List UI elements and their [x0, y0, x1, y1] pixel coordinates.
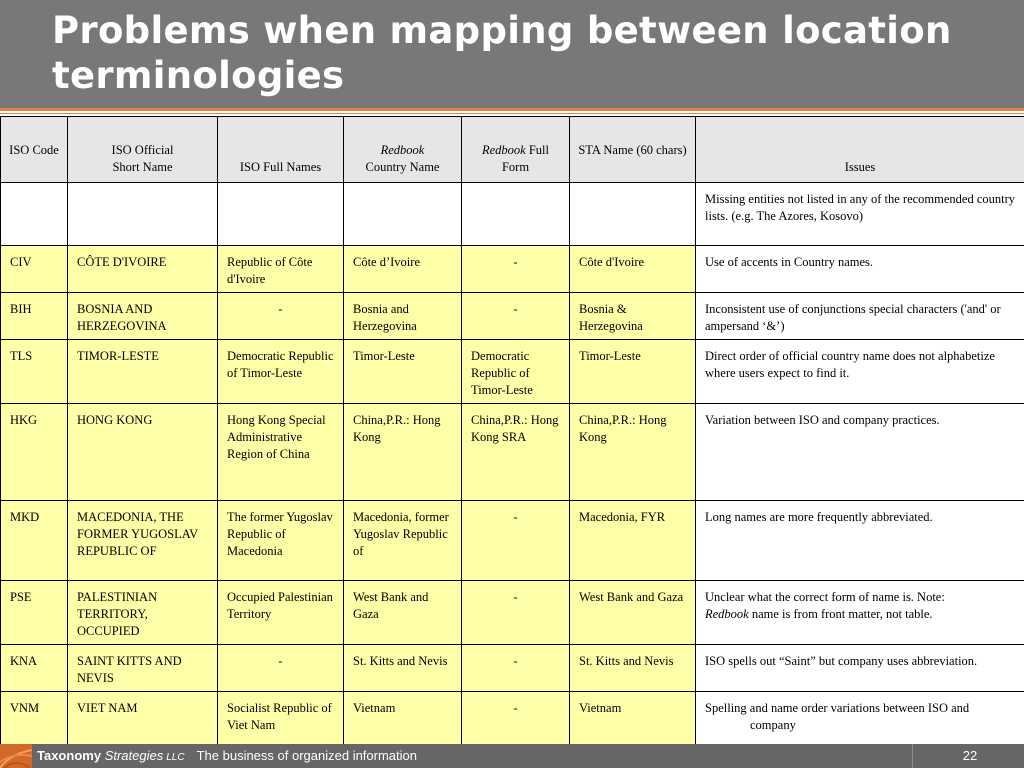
- cell-redbook-name: St. Kitts and Nevis: [344, 645, 462, 692]
- cell-issue: Variation between ISO and company practices.: [696, 404, 1024, 501]
- cell-issue: ISO spells out “Saint” but company uses abbreviation.: [696, 645, 1024, 692]
- table-row: [1, 183, 1024, 246]
- page-number: 22: [962, 748, 978, 763]
- table-row: [1, 404, 1024, 501]
- page-title: Problems when mapping between location terminologies: [52, 9, 952, 97]
- header-iso-full-names: ISO Full Names: [218, 117, 344, 183]
- header-issues: Issues: [696, 117, 1024, 183]
- cell-code: BIH: [1, 293, 68, 340]
- header-iso-short-name: ISO Official Short Name: [68, 117, 218, 183]
- cell-redbook-full: [462, 183, 570, 246]
- cell-code: CIV: [1, 246, 68, 293]
- table-row: [1, 581, 1024, 645]
- cell-redbook-full: -: [462, 293, 570, 340]
- table-row: [1, 340, 1024, 404]
- table-row: [1, 293, 1024, 340]
- cell-sta-name: Macedonia, FYR: [570, 501, 696, 581]
- cell-code: HKG: [1, 404, 68, 501]
- cell-short-name: [68, 183, 218, 246]
- cell-short-name: MACEDONIA, THE FORMER YUGOSLAV REPUBLIC OF: [68, 501, 218, 581]
- cell-full-name: Democratic Republic of Timor-Leste: [218, 340, 344, 404]
- footer-divider: [912, 744, 913, 768]
- cell-sta-name: [570, 183, 696, 246]
- cell-redbook-full: Democratic Republic of Timor-Leste: [462, 340, 570, 404]
- table-header-row: [1, 117, 1024, 183]
- cell-redbook-name: [344, 183, 462, 246]
- cell-code: [1, 183, 68, 246]
- cell-short-name: SAINT KITTS AND NEVIS: [68, 645, 218, 692]
- cell-short-name: BOSNIA AND HERZEGOVINA: [68, 293, 218, 340]
- cell-full-name: Republic of Côte d'Ivoire: [218, 246, 344, 293]
- cell-sta-name: Bosnia & Herzegovina: [570, 293, 696, 340]
- cell-full-name: -: [218, 645, 344, 692]
- cell-redbook-name: Bosnia and Herzegovina: [344, 293, 462, 340]
- cell-full-name: The former Yugoslav Republic of Macedonia: [218, 501, 344, 581]
- cell-full-name: [218, 183, 344, 246]
- header-iso-code: ISO Code: [1, 117, 68, 183]
- cell-redbook-name: Macedonia, former Yugoslav Republic of: [344, 501, 462, 581]
- cell-issue: Inconsistent use of conjunctions special characters ('and' or ampersand ‘&’): [696, 293, 1024, 340]
- cell-code: MKD: [1, 501, 68, 581]
- cell-redbook-name: Côte d’Ivoire: [344, 246, 462, 293]
- cell-issue: Unclear what the correct form of name is. Note: Redbook name is from front matter, not table.: [696, 581, 1024, 645]
- cell-redbook-full: China,P.R.: Hong Kong SRA: [462, 404, 570, 501]
- cell-short-name: CÔTE D'IVOIRE: [68, 246, 218, 293]
- cell-redbook-full: -: [462, 246, 570, 293]
- cell-short-name: PALESTINIAN TERRITORY, OCCUPIED: [68, 581, 218, 645]
- cell-redbook-full: -: [462, 581, 570, 645]
- footer-branding: Taxonomy Strategies LLC The business of organized information: [37, 748, 417, 763]
- cell-redbook-name: Vietnam: [344, 692, 462, 754]
- cell-issue: Missing entities not listed in any of the recommended country lists. (e.g. The Azores, Kosovo): [696, 183, 1024, 246]
- cell-short-name: VIET NAM: [68, 692, 218, 754]
- cell-redbook-name: Timor-Leste: [344, 340, 462, 404]
- cell-sta-name: Timor-Leste: [570, 340, 696, 404]
- cell-redbook-name: West Bank and Gaza: [344, 581, 462, 645]
- cell-code: PSE: [1, 581, 68, 645]
- cell-full-name: -: [218, 293, 344, 340]
- cell-full-name: Socialist Republic of Viet Nam: [218, 692, 344, 754]
- cell-sta-name: St. Kitts and Nevis: [570, 645, 696, 692]
- cell-code: KNA: [1, 645, 68, 692]
- cell-code: TLS: [1, 340, 68, 404]
- header-redbook-full-form: Redbook Full Form: [462, 117, 570, 183]
- title-accent-rule-thin: [0, 113, 1024, 114]
- table-row: [1, 246, 1024, 293]
- cell-sta-name: West Bank and Gaza: [570, 581, 696, 645]
- table-row: [1, 501, 1024, 581]
- brand-logo-icon: [0, 744, 32, 768]
- cell-issue: Spelling and name order variations between ISO and company: [696, 692, 1024, 754]
- cell-sta-name: Vietnam: [570, 692, 696, 754]
- cell-code: VNM: [1, 692, 68, 754]
- header-redbook-country-name: Redbook Country Name: [344, 117, 462, 183]
- cell-sta-name: China,P.R.: Hong Kong: [570, 404, 696, 501]
- cell-issue: Long names are more frequently abbreviated.: [696, 501, 1024, 581]
- cell-short-name: TIMOR-LESTE: [68, 340, 218, 404]
- cell-full-name: Hong Kong Special Administrative Region of China: [218, 404, 344, 501]
- mapping-table: [0, 116, 1024, 754]
- table-row: [1, 645, 1024, 692]
- header-sta-name: STA Name (60 chars): [570, 117, 696, 183]
- cell-short-name: HONG KONG: [68, 404, 218, 501]
- cell-full-name: Occupied Palestinian Territory: [218, 581, 344, 645]
- cell-sta-name: Côte d'Ivoire: [570, 246, 696, 293]
- title-accent-rule: [0, 108, 1024, 111]
- cell-issue: Direct order of official country name does not alphabetize where users expect to find it.: [696, 340, 1024, 404]
- cell-redbook-full: -: [462, 645, 570, 692]
- cell-redbook-full: -: [462, 692, 570, 754]
- cell-redbook-name: China,P.R.: Hong Kong: [344, 404, 462, 501]
- cell-issue: Use of accents in Country names.: [696, 246, 1024, 293]
- cell-redbook-full: -: [462, 501, 570, 581]
